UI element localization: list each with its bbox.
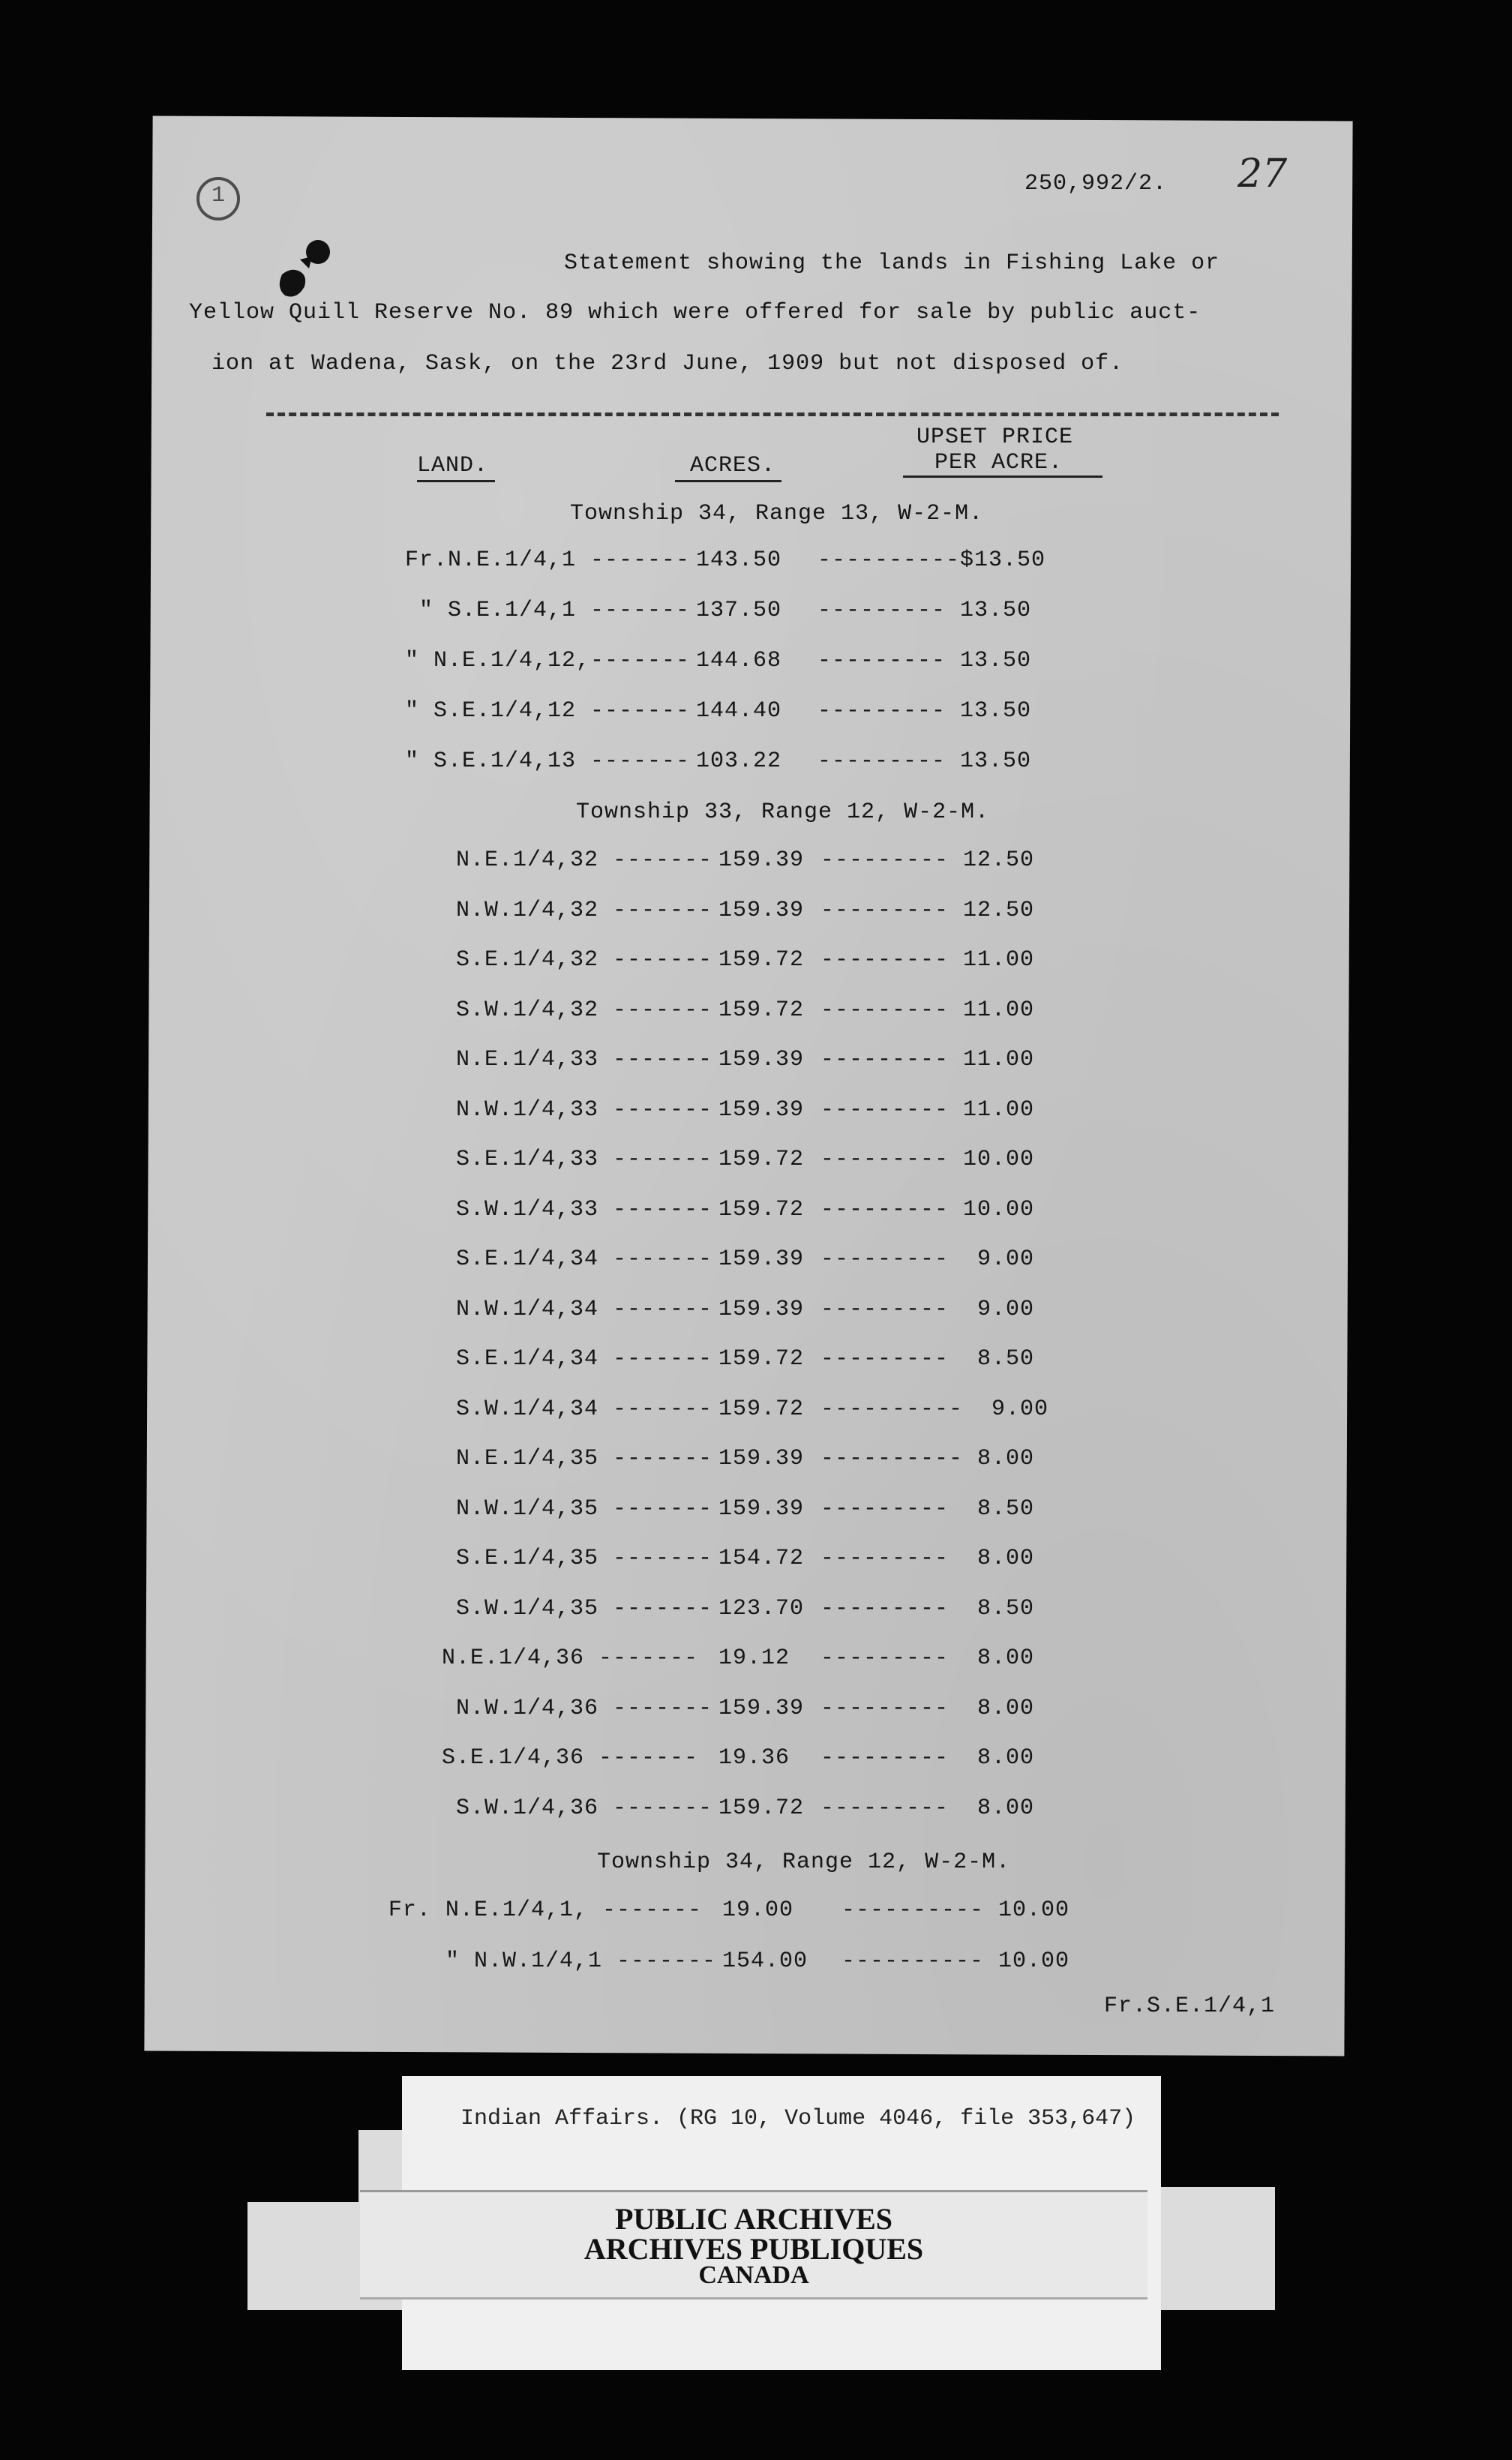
land-description: S.E.1/4,32 -------: [455, 947, 712, 973]
land-description: Fr.N.E.1/4,1 -------: [404, 548, 690, 573]
upset-price-value: ---------- 8.00: [820, 1446, 1035, 1472]
acres-value: 159.39: [718, 1695, 805, 1721]
stamp-line-1: PUBLIC ARCHIVES: [614, 2202, 893, 2236]
acres-value: 143.50: [696, 548, 782, 573]
upset-price-value: --------- 11.00: [820, 997, 1035, 1023]
upset-price-value: --------- 8.00: [820, 1795, 1035, 1821]
underline-land: [417, 480, 495, 482]
upset-price-value: --------- 8.00: [820, 1695, 1035, 1721]
ink-blot-icon: [274, 238, 336, 306]
table-row: [0, 598, 1512, 628]
acres-value: 123.70: [718, 1595, 805, 1622]
land-description: N.W.1/4,33 -------: [455, 1096, 712, 1123]
upset-price-value: --------- 13.50: [818, 598, 1032, 623]
acres-value: 159.72: [718, 1147, 805, 1172]
acres-value: 159.39: [718, 897, 805, 923]
underline-price: [903, 476, 1102, 478]
archive-citation-text: Indian Affairs. (RG 10, Volume 4046, file 353,647): [460, 2106, 1136, 2132]
acres-value: 159.72: [718, 1795, 805, 1821]
upset-price-value: ---------- 9.00: [820, 1396, 1049, 1422]
table-row: [0, 1696, 1512, 1726]
continuation-reference: Fr.S.E.1/4,1: [1104, 1994, 1276, 2019]
table-row: [0, 1346, 1512, 1376]
land-description: " S.E.1/4,13 -------: [404, 748, 690, 774]
acres-value: 154.72: [718, 1546, 805, 1571]
land-description: S.E.1/4,36 -------: [441, 1745, 712, 1771]
land-description: " S.E.1/4,12 -------: [404, 698, 690, 724]
acres-value: 137.50: [696, 598, 782, 623]
land-description: N.E.1/4,35 -------: [455, 1446, 712, 1472]
upset-price-value: ----------$13.50: [818, 548, 1046, 573]
acres-value: 159.39: [718, 848, 805, 873]
acres-value: 159.39: [718, 1446, 805, 1472]
acres-value: 154.00: [722, 1948, 808, 1974]
acres-value: 144.40: [696, 698, 782, 724]
table-row: [0, 1948, 1512, 1978]
acres-value: 19.36: [718, 1745, 790, 1771]
upset-price-value: --------- 8.00: [820, 1745, 1035, 1771]
section-heading: Township 34, Range 13, W-2-M.: [570, 501, 984, 526]
section-heading: Township 33, Range 12, W-2-M.: [576, 800, 990, 825]
separator-dashed-line: [266, 412, 1279, 416]
acres-value: 159.72: [718, 1196, 805, 1222]
section-heading: Township 34, Range 12, W-2-M.: [597, 1850, 1011, 1875]
binding-shadow: [248, 2130, 358, 2202]
table-row: [0, 1646, 1512, 1676]
land-description: " N.W.1/4,1 -------: [445, 1948, 716, 1974]
upset-price-value: ---------- 10.00: [842, 1948, 1070, 1974]
column-header-price-line2: PER ACRE.: [934, 450, 1064, 476]
land-description: S.W.1/4,36 -------: [455, 1795, 712, 1821]
upset-price-value: --------- 8.00: [820, 1646, 1035, 1671]
title-line-3: ion at Wadena, Sask, on the 23rd June, 1909 but not disposed of.: [212, 351, 1124, 376]
upset-price-value: --------- 12.50: [820, 897, 1035, 923]
land-description: S.E.1/4,34 -------: [455, 1346, 712, 1372]
upset-price-value: --------- 11.00: [820, 947, 1035, 973]
acres-value: 159.39: [718, 1047, 805, 1072]
stamp-line-3: CANADA: [698, 2261, 809, 2289]
upset-price-value: --------- 13.50: [818, 648, 1032, 674]
acres-value: 159.72: [718, 1396, 805, 1422]
acres-value: 159.72: [718, 997, 805, 1023]
handwritten-page-number: 27: [1238, 152, 1288, 196]
acres-value: 159.39: [718, 1096, 805, 1123]
table-row: [0, 998, 1512, 1028]
stamp-line-2: ARCHIVES PUBLIQUES: [584, 2232, 924, 2266]
land-description: N.W.1/4,34 -------: [455, 1296, 712, 1322]
upset-price-value: --------- 8.50: [820, 1595, 1035, 1622]
table-row: [0, 1047, 1512, 1077]
binding-shadow: [1161, 2130, 1275, 2187]
land-description: S.W.1/4,32 -------: [455, 997, 712, 1023]
upset-price-value: --------- 11.00: [820, 1047, 1035, 1072]
title-line-1: Statement showing the lands in Fishing Lake or: [564, 250, 1220, 276]
table-row: [0, 848, 1512, 878]
land-description: N.W.1/4,32 -------: [455, 897, 712, 923]
table-row: [0, 1546, 1512, 1576]
table-row: [0, 748, 1512, 778]
land-description: N.E.1/4,33 -------: [455, 1047, 712, 1072]
upset-price-value: ---------- 10.00: [842, 1898, 1070, 1923]
table-row: [0, 1898, 1512, 1928]
table-row: [0, 1596, 1512, 1626]
table-row: [0, 1246, 1512, 1276]
acres-value: 159.39: [718, 1296, 805, 1322]
land-description: S.W.1/4,34 -------: [455, 1396, 712, 1422]
upset-price-value: --------- 12.50: [820, 848, 1035, 873]
column-header-price-line1: UPSET PRICE: [916, 424, 1074, 450]
upset-price-value: --------- 11.00: [820, 1096, 1035, 1123]
upset-price-value: --------- 13.50: [818, 698, 1032, 724]
land-description: S.W.1/4,33 -------: [455, 1196, 712, 1222]
table-row: [0, 1496, 1512, 1526]
upset-price-value: --------- 8.00: [820, 1546, 1035, 1571]
upset-price-value: --------- 9.00: [820, 1246, 1035, 1272]
table-row: [0, 1297, 1512, 1327]
table-row: [0, 1396, 1512, 1426]
table-row: [0, 1197, 1512, 1227]
land-description: N.W.1/4,35 -------: [455, 1496, 712, 1522]
acres-value: 103.22: [696, 748, 782, 774]
land-description: S.E.1/4,35 -------: [455, 1546, 712, 1571]
acres-value: 159.39: [718, 1496, 805, 1522]
table-row: [0, 947, 1512, 977]
column-header-acres: ACRES.: [690, 453, 776, 478]
acres-value: 144.68: [696, 648, 782, 674]
table-row: [0, 698, 1512, 728]
table-row: [0, 1147, 1512, 1177]
upset-price-value: --------- 9.00: [820, 1296, 1035, 1322]
land-description: S.E.1/4,33 -------: [455, 1147, 712, 1172]
circled-number: 1: [212, 183, 226, 208]
land-description: S.E.1/4,34 -------: [455, 1246, 712, 1272]
land-description: " N.E.1/4,12,-------: [404, 648, 690, 674]
land-description: Fr. N.E.1/4,1, -------: [388, 1898, 716, 1923]
table-row: [0, 648, 1512, 678]
upset-price-value: --------- 8.50: [820, 1346, 1035, 1372]
acres-value: 159.72: [718, 947, 805, 973]
land-description: N.E.1/4,36 -------: [441, 1646, 712, 1671]
acres-value: 159.72: [718, 1346, 805, 1372]
table-row: [0, 1745, 1512, 1775]
table-row: [0, 1446, 1512, 1476]
upset-price-value: --------- 10.00: [820, 1196, 1035, 1222]
upset-price-value: --------- 13.50: [818, 748, 1032, 774]
circled-number-mark: [196, 177, 240, 220]
upset-price-value: --------- 8.50: [820, 1496, 1035, 1522]
acres-value: 159.39: [718, 1246, 805, 1272]
table-row: [0, 1097, 1512, 1127]
archive-stamp: [360, 2190, 1148, 2300]
land-description: S.W.1/4,35 -------: [455, 1595, 712, 1622]
land-description: N.W.1/4,36 -------: [455, 1695, 712, 1721]
acres-value: 19.00: [722, 1898, 794, 1923]
underline-acres: [675, 480, 782, 482]
upset-price-value: --------- 10.00: [820, 1147, 1035, 1172]
table-row: [0, 1796, 1512, 1826]
table-row: [0, 548, 1512, 578]
land-description: " S.E.1/4,1 -------: [418, 598, 690, 623]
land-description: N.E.1/4,32 -------: [455, 848, 712, 873]
column-header-land: LAND.: [417, 453, 489, 478]
title-line-2: Yellow Quill Reserve No. 89 which were offered for sale by public auct-: [189, 300, 1202, 326]
file-number: 250,992/2.: [1024, 171, 1168, 196]
acres-value: 19.12: [718, 1646, 790, 1671]
table-row: [0, 898, 1512, 928]
